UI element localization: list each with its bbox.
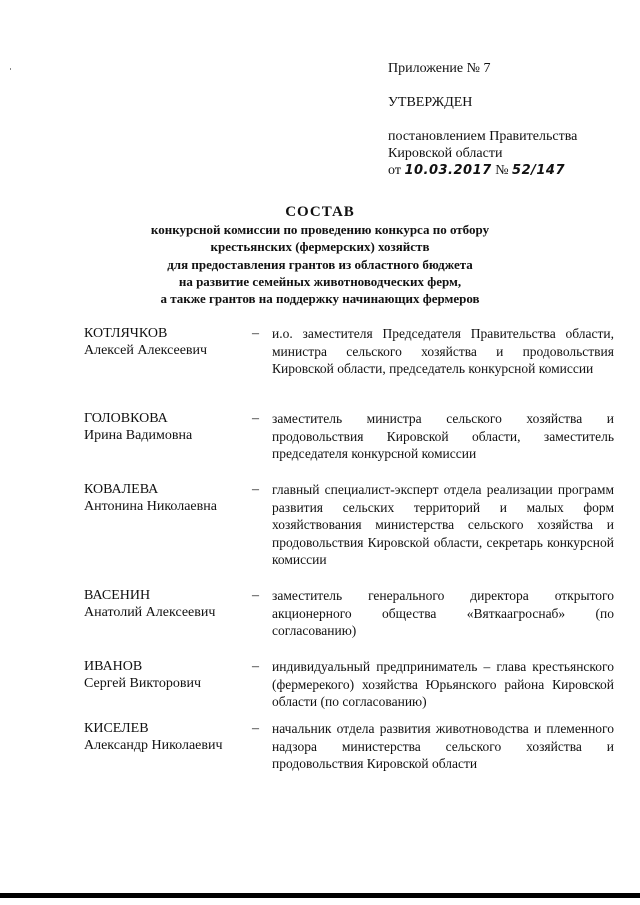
- member-row: [84, 325, 614, 410]
- member-role: главный специалист-эксперт отдела реализации программ развития сельских территорий и малых форм хозяйствования министерства сельского хозяйства и продовольствия Кировской области, секретарь конкурсной комиссии: [272, 482, 614, 567]
- member-surname: КОТЛЯЧКОВ: [84, 326, 168, 341]
- title-line: крестьянских (фермерских) хозяйств: [210, 239, 430, 255]
- date-prefix: от: [388, 163, 401, 178]
- title-line: для предоставления грантов из областного бюджета: [167, 256, 473, 272]
- member-surname: КОВАЛЕВА: [84, 482, 159, 497]
- member-surname: ВАСЕНИН: [84, 588, 151, 603]
- member-given-name: Александр Николаевич: [84, 738, 223, 753]
- member-role: индивидуальный предприниматель – глава крестьянского (фермерекого) хозяйства Юрьянского района Кировской области (по согласованию): [272, 659, 614, 709]
- member-given-name: Анатолий Алексеевич: [84, 605, 216, 620]
- member-name: [84, 325, 252, 410]
- title-line: на развитие семейных животноводческих ферм,: [178, 273, 462, 289]
- commission-members-list: [84, 325, 614, 773]
- member-row: [84, 587, 614, 658]
- member-dash: –: [252, 411, 259, 426]
- member-row: [84, 720, 614, 773]
- document-title: [0, 203, 640, 307]
- member-dash: –: [252, 482, 259, 497]
- member-dash: –: [252, 588, 259, 603]
- member-surname: ГОЛОВКОВА: [84, 411, 168, 426]
- appendix-label: Приложение № 7: [388, 61, 491, 76]
- approval-block: [388, 60, 628, 179]
- number-prefix: №: [495, 163, 509, 178]
- resolution-line-1: постановлением Правительства: [388, 129, 578, 144]
- member-surname: ИВАНОВ: [84, 659, 143, 674]
- title-line: конкурсной комиссии по проведению конкурса по отбору: [150, 222, 490, 237]
- member-role: и.о. заместителя Председателя Правительства области, министра сельского хозяйства и продовольствия Кировской области, председатель конкурсной комиссии: [272, 326, 614, 376]
- member-role: заместитель генерального директора открытого акционерного общества «Вяткаагроснаб» (по согласованию): [272, 588, 614, 638]
- approved-label: УТВЕРЖДЕН: [388, 95, 473, 110]
- member-role: начальник отдела развития животноводства и племенного надзора министерства сельского хозяйства и продовольствия Кировской области: [272, 721, 614, 771]
- member-name: [84, 658, 252, 720]
- member-given-name: Алексей Алексеевич: [84, 343, 208, 358]
- member-name: [84, 720, 252, 773]
- member-given-name: Ирина Вадимовна: [84, 428, 193, 443]
- handwritten-number: 52/147: [512, 163, 566, 178]
- scan-speck: [10, 68, 11, 70]
- member-role: заместитель министра сельского хозяйства и продовольствия Кировской области, заместитель председателя конкурсной комиссии: [272, 411, 614, 461]
- member-dash: –: [252, 721, 259, 736]
- member-row: [84, 481, 614, 587]
- bottom-border-line: [0, 893, 640, 898]
- member-name: [84, 481, 252, 587]
- title-line: а также грантов на поддержку начинающих фермеров: [160, 291, 480, 307]
- handwritten-date: 10.03.2017: [404, 163, 492, 178]
- member-given-name: Антонина Николаевна: [84, 499, 217, 514]
- resolution-line-2: Кировской области: [388, 146, 503, 161]
- member-given-name: Сергей Викторович: [84, 676, 202, 691]
- resolution-date-line: [388, 162, 628, 179]
- member-dash: –: [252, 326, 259, 341]
- member-dash: –: [252, 659, 259, 674]
- member-name: [84, 410, 252, 481]
- member-row: [84, 658, 614, 720]
- member-surname: КИСЕЛЕВ: [84, 721, 149, 736]
- title-main: СОСТАВ: [285, 204, 355, 220]
- member-name: [84, 587, 252, 658]
- member-row: [84, 410, 614, 481]
